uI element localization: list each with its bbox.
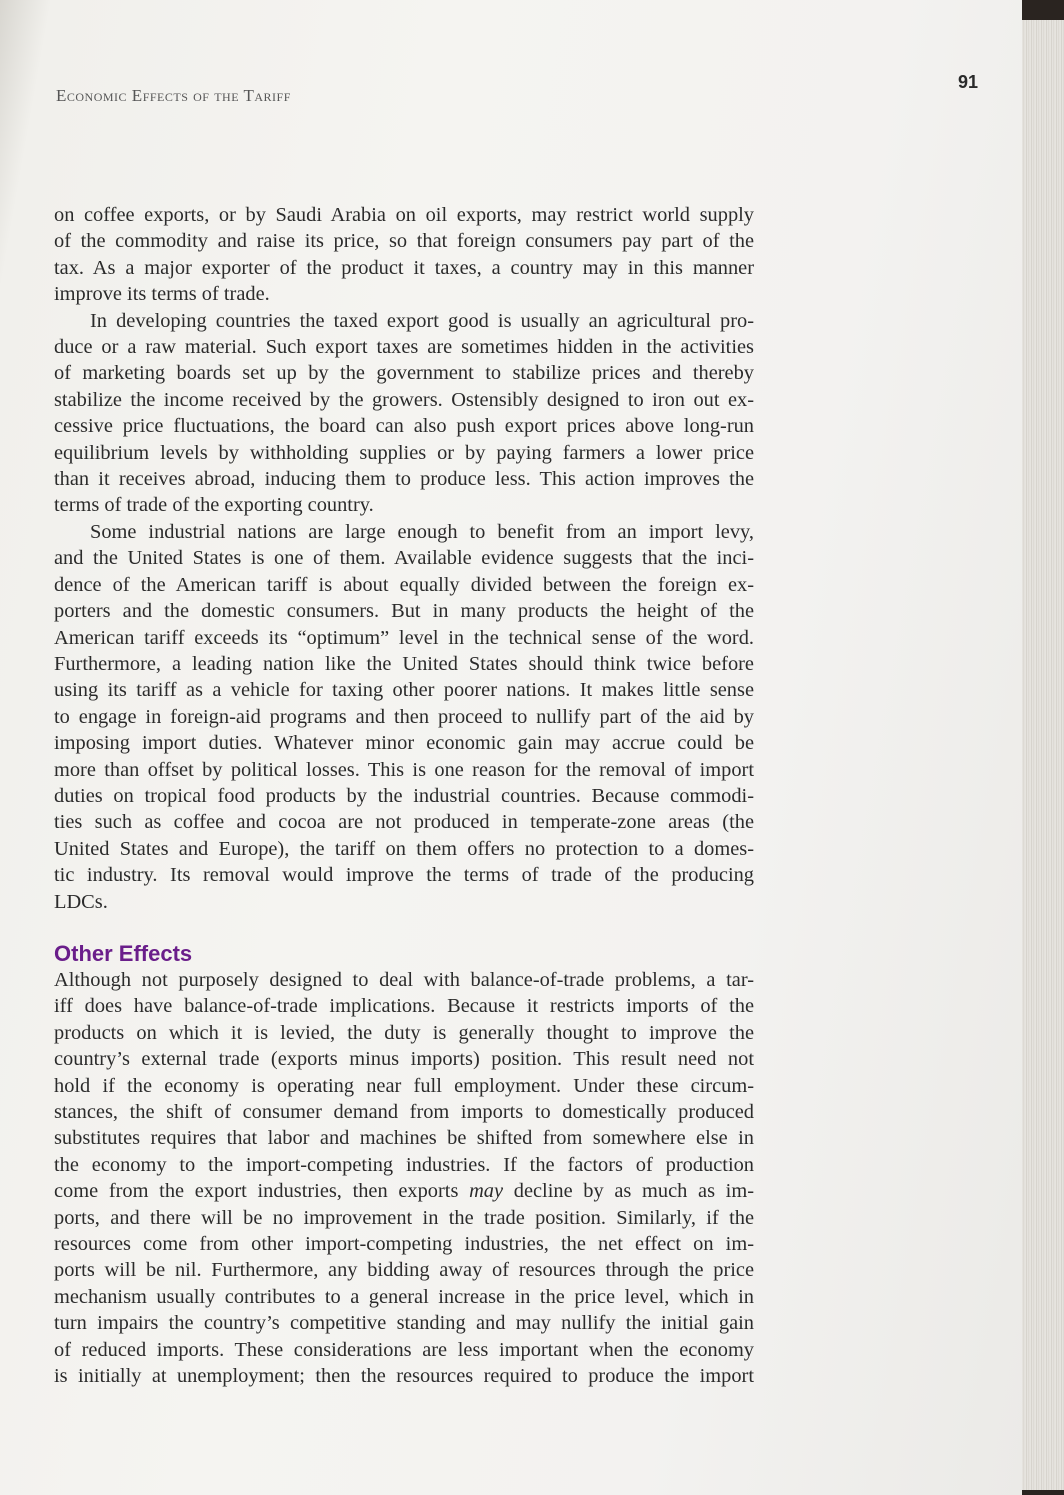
paragraph-3 [54, 519, 754, 915]
text-line: ports will be nil. Furthermore, any bidding away of resources through the price [54, 1259, 754, 1282]
text-line: American tariff exceeds its “optimum” level in the technical sense of the word. [54, 626, 754, 649]
paragraph-2 [54, 308, 754, 519]
text-line [54, 1178, 754, 1204]
text-line: tax. As a major exporter of the product it taxes, a country may in this manner [54, 256, 754, 279]
body-text [54, 202, 754, 1389]
text-line: United States and Europe), the tariff on them offers no protection to a domes- [54, 837, 754, 860]
text-line: of marketing boards set up by the government to stabilize prices and thereby [54, 362, 754, 385]
text-line: duties on tropical food products by the industrial countries. Because commodi- [54, 784, 754, 807]
page-edge [1022, 20, 1064, 1490]
running-head: Economic Effects of the Tariff [56, 86, 291, 105]
text-line: ports, and there will be no improvement in the trade position. Similarly, if the [54, 1206, 754, 1229]
text-line: Furthermore, a leading nation like the United States should think twice before [54, 652, 754, 675]
text-line: equilibrium levels by withholding supplies or by paying farmers a lower price [54, 441, 754, 464]
paragraph-1 [54, 202, 754, 308]
page-number: 91 [958, 72, 979, 92]
text-line: stances, the shift of consumer demand from imports to domestically produced [54, 1101, 754, 1123]
text-line: duce or a raw material. Such export taxes are sometimes hidden in the activities [54, 336, 754, 359]
text-line: on coffee exports, or by Saudi Arabia on oil exports, may restrict world supply [54, 204, 754, 226]
text-line: In developing countries the taxed export good is usually an agricultural pro- [90, 309, 754, 332]
section-heading: Other Effects [54, 940, 193, 966]
text-line: of reduced imports. These considerations are less important when the economy [54, 1338, 754, 1361]
paragraph-4 [54, 967, 754, 1390]
text-line: resources come from other import-competing industries, the net effect on im- [54, 1233, 754, 1256]
text-line: ties such as coffee and cocoa are not produced in temperate-zone areas (the [54, 811, 754, 834]
emphasis-may: may [469, 1180, 504, 1203]
text-fragment: come from the export industries, then exports [54, 1180, 459, 1203]
text-line: imposing import duties. Whatever minor economic gain may accrue could be [54, 732, 754, 755]
text-line: hold if the economy is operating near full employment. Under these circum- [54, 1074, 754, 1097]
text-line: improve its terms of trade. [54, 283, 270, 306]
text-line: than it receives abroad, inducing them to produce less. This action improves the [54, 468, 754, 491]
text-fragment: decline by as much as im- [513, 1180, 754, 1203]
text-line: the economy to the import-competing industries. If the factors of production [54, 1153, 754, 1176]
text-line: products on which it is levied, the duty is generally thought to improve the [54, 1021, 754, 1044]
text-line: cessive price fluctuations, the board can also push export prices above long-run [54, 415, 754, 438]
text-line: turn impairs the country’s competitive standing and may nullify the initial gain [54, 1312, 754, 1335]
text-line: using its tariff as a vehicle for taxing other poorer nations. It makes little sense [54, 679, 754, 702]
text-line: dence of the American tariff is about equally divided between the foreign ex- [54, 573, 754, 596]
text-line: is initially at unemployment; then the resources required to produce the import [54, 1365, 754, 1388]
text-line: substitutes requires that labor and machines be shifted from somewhere else in [54, 1127, 754, 1150]
text-line: and the United States is one of them. Available evidence suggests that the inci- [54, 547, 754, 570]
text-line: iff does have balance-of-trade implications. Because it restricts imports of the [54, 995, 754, 1018]
text-line: terms of trade of the exporting country. [54, 494, 374, 517]
text-line: stabilize the income received by the growers. Ostensibly designed to iron out ex- [54, 388, 754, 411]
text-line: Although not purposely designed to deal with balance-of-trade problems, a tar- [54, 968, 754, 991]
text-line: tic industry. Its removal would improve the terms of trade of the producing [54, 864, 754, 887]
text-line: of the commodity and raise its price, so that foreign consumers pay part of the [54, 230, 754, 253]
text-line: porters and the domestic consumers. But in many products the height of the [54, 600, 754, 623]
text-line: LDCs. [54, 890, 108, 913]
text-line: to engage in foreign-aid programs and then proceed to nullify part of the aid by [54, 705, 754, 728]
text-line: Some industrial nations are large enough to benefit from an import levy, [90, 520, 754, 543]
text-line: mechanism usually contributes to a general increase in the price level, which in [54, 1285, 754, 1308]
text-line: country’s external trade (exports minus imports) position. This result need not [54, 1048, 754, 1071]
text-line: more than offset by political losses. This is one reason for the removal of import [54, 758, 754, 781]
